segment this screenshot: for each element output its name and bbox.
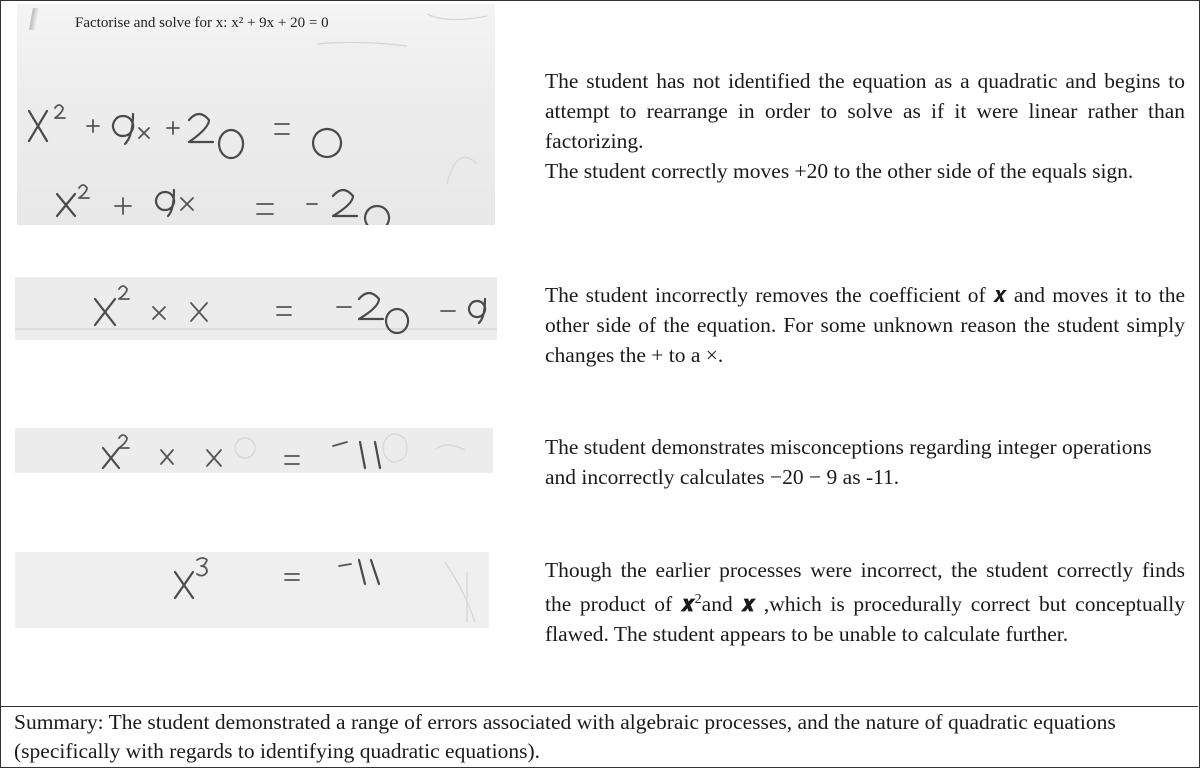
handwriting-step-4 — [15, 552, 489, 628]
summary-text: Summary: The student demonstrated a range of errors associated with algebraic processes, and the nature of quadratic equations (specifically with regards to identifying quadratic equations). — [14, 710, 1116, 763]
commentary-step-4-before: Though the earlier processes were incorrect, the student correctly finds the product of — [545, 558, 1185, 617]
commentary-step-1 — [545, 66, 1185, 186]
handwritten-line-1 — [29, 105, 341, 158]
commentary-step-3 — [545, 432, 1185, 492]
commentary-step-3-paragraph: The student demonstrates misconceptions regarding integer operations and incorrectly calculates −20 − 9 as -11. — [545, 435, 1152, 489]
commentary-step-2-paragraph: The student incorrectly removes the coefficient of 𝒙 and moves it to the other side of the equation. For some unknown reason the student simply changes the + to a ×. — [545, 283, 1185, 367]
handwriting-step-1 — [17, 4, 495, 225]
handwriting-step-3 — [15, 428, 493, 473]
commentary-step-1-paragraph-2: The student correctly moves +20 to the other side of the equals sign. — [545, 159, 1134, 183]
question-prompt: Factorise and solve for x: x² + 9x + 20 = 0 — [75, 15, 329, 31]
commentary-step-4 — [545, 555, 1185, 649]
commentary-step-4-term-x: 𝒙 — [680, 592, 695, 617]
commentary-step-1-paragraph-1: The student has not identified the equation as a quadratic and begins to attempt to rearrange in order to solve as if it were linear rather than factorizing. — [545, 69, 1185, 153]
handwriting-step-2 — [15, 277, 497, 340]
work-scan-step-4 — [15, 552, 489, 628]
commentary-step-2 — [545, 280, 1185, 370]
handwritten-line-2 — [57, 185, 389, 225]
work-scan-step-1 — [17, 4, 495, 225]
summary-divider — [0, 706, 1198, 707]
commentary-step-4-term-x-2: 𝒙 — [741, 592, 756, 617]
work-scan-step-2 — [15, 277, 497, 340]
work-scan-step-3 — [15, 428, 493, 473]
commentary-step-4-after: ,which is procedurally correct but conceptually flawed. The student appears to be unable to calculate further. — [545, 592, 1186, 647]
commentary-step-4-middle: and — [701, 592, 742, 617]
commentary-step-4-exponent: 2 — [694, 592, 702, 607]
